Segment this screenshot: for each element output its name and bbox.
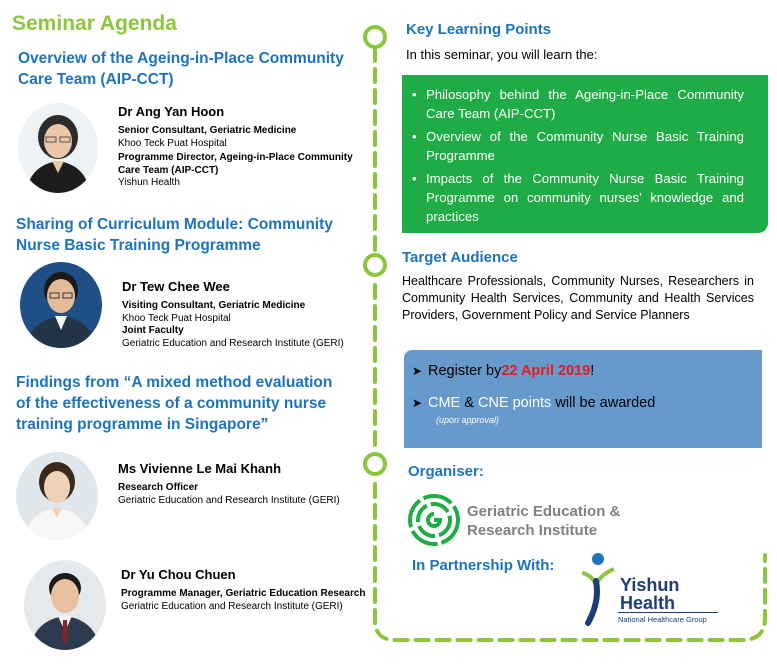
key-learning-box	[402, 75, 768, 233]
yishun-logo-sub: National Healthcare Group	[618, 612, 718, 624]
key-learning-heading: Key Learning Points	[406, 21, 552, 38]
cne-label: CNE points	[477, 395, 552, 411]
geri-logo-text: Geriatric Education & Research Institute	[467, 503, 621, 539]
arrow-icon: ➤	[412, 396, 423, 410]
cme-label: CME	[428, 395, 461, 411]
key-learning-list	[412, 85, 744, 226]
speaker-1-line: Programme Director, Ageing-in-Place Community	[118, 152, 353, 163]
timeline-dot	[363, 253, 387, 277]
speaker-2-name: Dr Tew Chee Wee	[122, 279, 230, 294]
yishun-logo-icon	[578, 551, 618, 627]
yishun-logo-text: Yishun Health	[620, 575, 680, 613]
speaker-4-line: Programme Manager, Geriatric Education Research	[121, 588, 366, 599]
registration-box	[404, 350, 762, 448]
speaker-2-line: Visiting Consultant, Geriatric Medicine	[122, 300, 306, 311]
speaker-2-line: Khoo Teck Puat Hospital	[122, 312, 231, 324]
register-suffix: !	[590, 363, 595, 379]
arrow-icon: ➤	[412, 364, 423, 378]
list-item: • Philosophy behind the Ageing-in-Place Community Care Team (AIP-CCT)	[412, 85, 744, 123]
section-1-title: Overview of the Ageing-in-Place Community Care Team (AIP-CCT)	[18, 50, 344, 88]
seminar-title: Seminar Agenda	[12, 12, 177, 35]
speaker-2-line: Joint Faculty	[122, 325, 184, 336]
amp-label: &	[460, 395, 478, 411]
section-3-title: Findings from “A mixed method evaluation of the effectiveness of a community nurse training programme in Singapore”	[16, 374, 333, 433]
awarded-label: will be awarded	[551, 395, 656, 411]
register-row	[412, 360, 752, 382]
list-item: • Overview of the Community Nurse Basic Training Programme	[412, 127, 744, 165]
speaker-1-line: Yishun Health	[118, 177, 180, 188]
speaker-2-line: Geriatric Education and Research Institute (GERI)	[122, 337, 344, 349]
organiser-heading: Organiser:	[408, 463, 484, 480]
speaker-1-line: Care Team (AIP-CCT)	[118, 164, 219, 176]
speaker-3-line: Research Officer	[118, 482, 199, 493]
timeline-dot	[363, 25, 387, 49]
points-row	[412, 392, 752, 414]
geri-logo-icon	[408, 494, 460, 546]
list-item: • Impacts of the Community Nurse Basic Training Programme on community nurses’ knowledge and practices	[412, 169, 744, 226]
timeline-dot	[363, 452, 387, 476]
speaker-4-name: Dr Yu Chou Chuen	[121, 567, 236, 582]
target-audience-heading: Target Audience	[402, 249, 518, 266]
target-audience-text: Healthcare Professionals, Community Nurses, Researchers in Community Health Services, Community and Health Services Providers, Government Policy and Service Planners	[402, 274, 754, 322]
section-2-title: Sharing of Curriculum Module: Community Nurse Basic Training Programme	[16, 216, 333, 254]
approval-note: (upon approval)	[436, 415, 500, 425]
speaker-1-line: Senior Consultant, Geriatric Medicine	[118, 125, 297, 136]
speaker-1-name: Dr Ang Yan Hoon	[118, 104, 225, 119]
register-date: 22 April 2019	[501, 363, 591, 379]
partnership-heading: In Partnership With:	[412, 557, 555, 574]
register-prefix: Register by	[428, 363, 502, 379]
key-learning-intro: In this seminar, you will learn the:	[406, 47, 598, 62]
speaker-4-line: Geriatric Education and Research Institute (GERI)	[121, 600, 343, 612]
speaker-1-line: Khoo Teck Puat Hospital	[118, 137, 227, 149]
speaker-3-line: Geriatric Education and Research Institute (GERI)	[118, 494, 340, 506]
speaker-3-name: Ms Vivienne Le Mai Khanh	[118, 461, 282, 476]
